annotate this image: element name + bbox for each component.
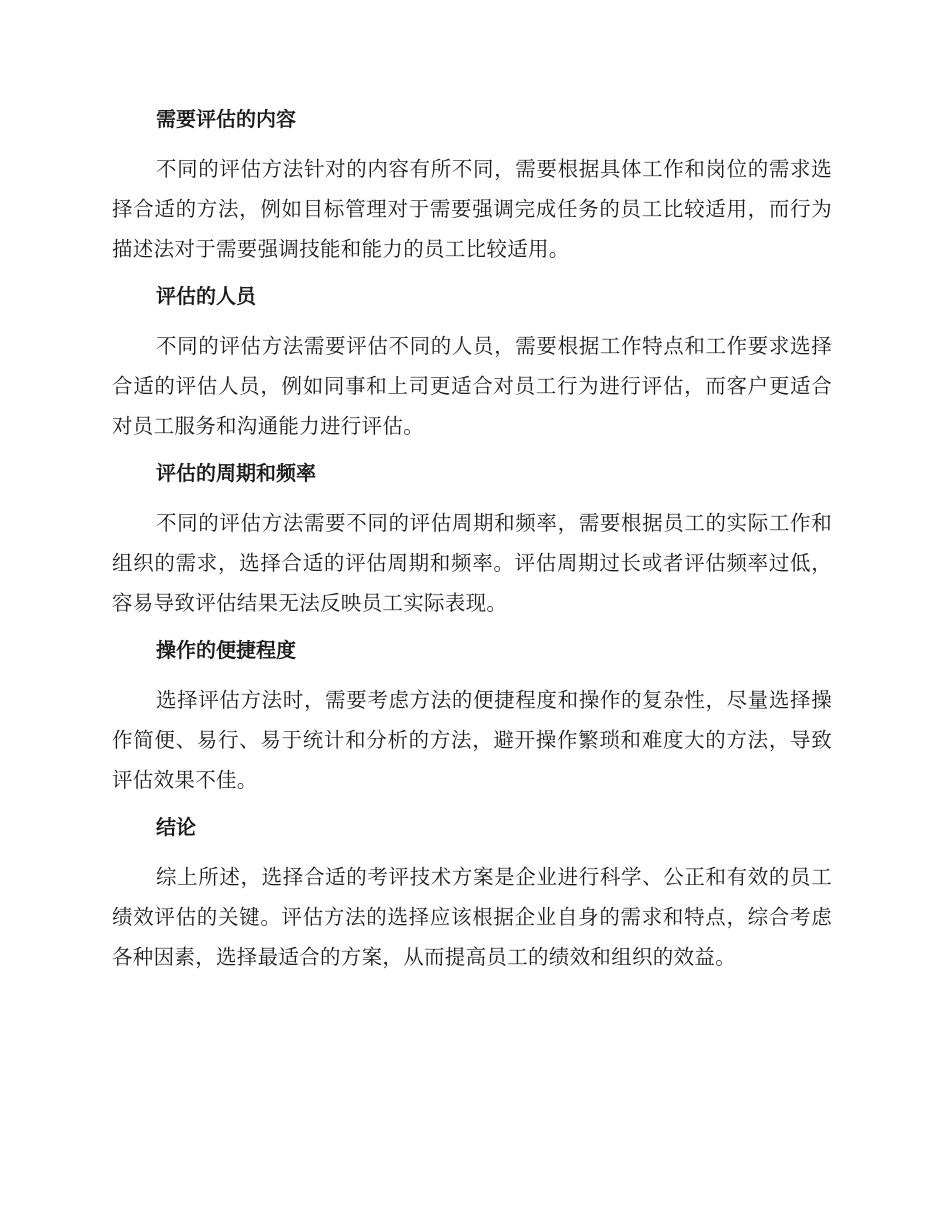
section-paragraph: 不同的评估方法需要评估不同的人员，需要根据工作特点和工作要求选择合适的评估人员，例如同事和上司更适合对员工行为进行评估，而客户更适合对员工服务和沟通能力进行评估。	[112, 334, 832, 438]
section-heading: 评估的周期和频率	[156, 461, 316, 485]
section-heading: 操作的便捷程度	[156, 638, 296, 662]
section-evaluation-personnel	[112, 281, 832, 446]
section-heading: 需要评估的内容	[156, 107, 296, 131]
section-evaluation-cycle	[112, 458, 832, 623]
section-paragraph: 不同的评估方法需要不同的评估周期和频率，需要根据员工的实际工作和组织的需求，选择合适的评估周期和频率。评估周期过长或者评估频率过低，容易导致评估结果无法反映员工实际表现。	[112, 511, 832, 615]
section-paragraph: 综上所述，选择合适的考评技术方案是企业进行科学、公正和有效的员工绩效评估的关键。评估方法的选择应该根据企业自身的需求和特点，综合考虑各种因素，选择最适合的方案，从而提高员工的绩效和组织的效益。	[112, 865, 832, 969]
section-heading: 结论	[156, 815, 196, 839]
section-paragraph: 选择评估方法时，需要考虑方法的便捷程度和操作的复杂性，尽量选择操作简便、易行、易于统计和分析的方法，避开操作繁琐和难度大的方法，导致评估效果不佳。	[112, 688, 832, 792]
section-heading: 评估的人员	[156, 284, 256, 308]
section-evaluation-content	[112, 104, 832, 269]
document-body	[112, 104, 832, 989]
section-paragraph: 不同的评估方法针对的内容有所不同，需要根据具体工作和岗位的需求选择合适的方法，例如目标管理对于需要强调完成任务的员工比较适用，而行为描述法对于需要强调技能和能力的员工比较适用。	[112, 157, 832, 261]
section-ease-of-operation	[112, 635, 832, 800]
section-conclusion	[112, 812, 832, 977]
